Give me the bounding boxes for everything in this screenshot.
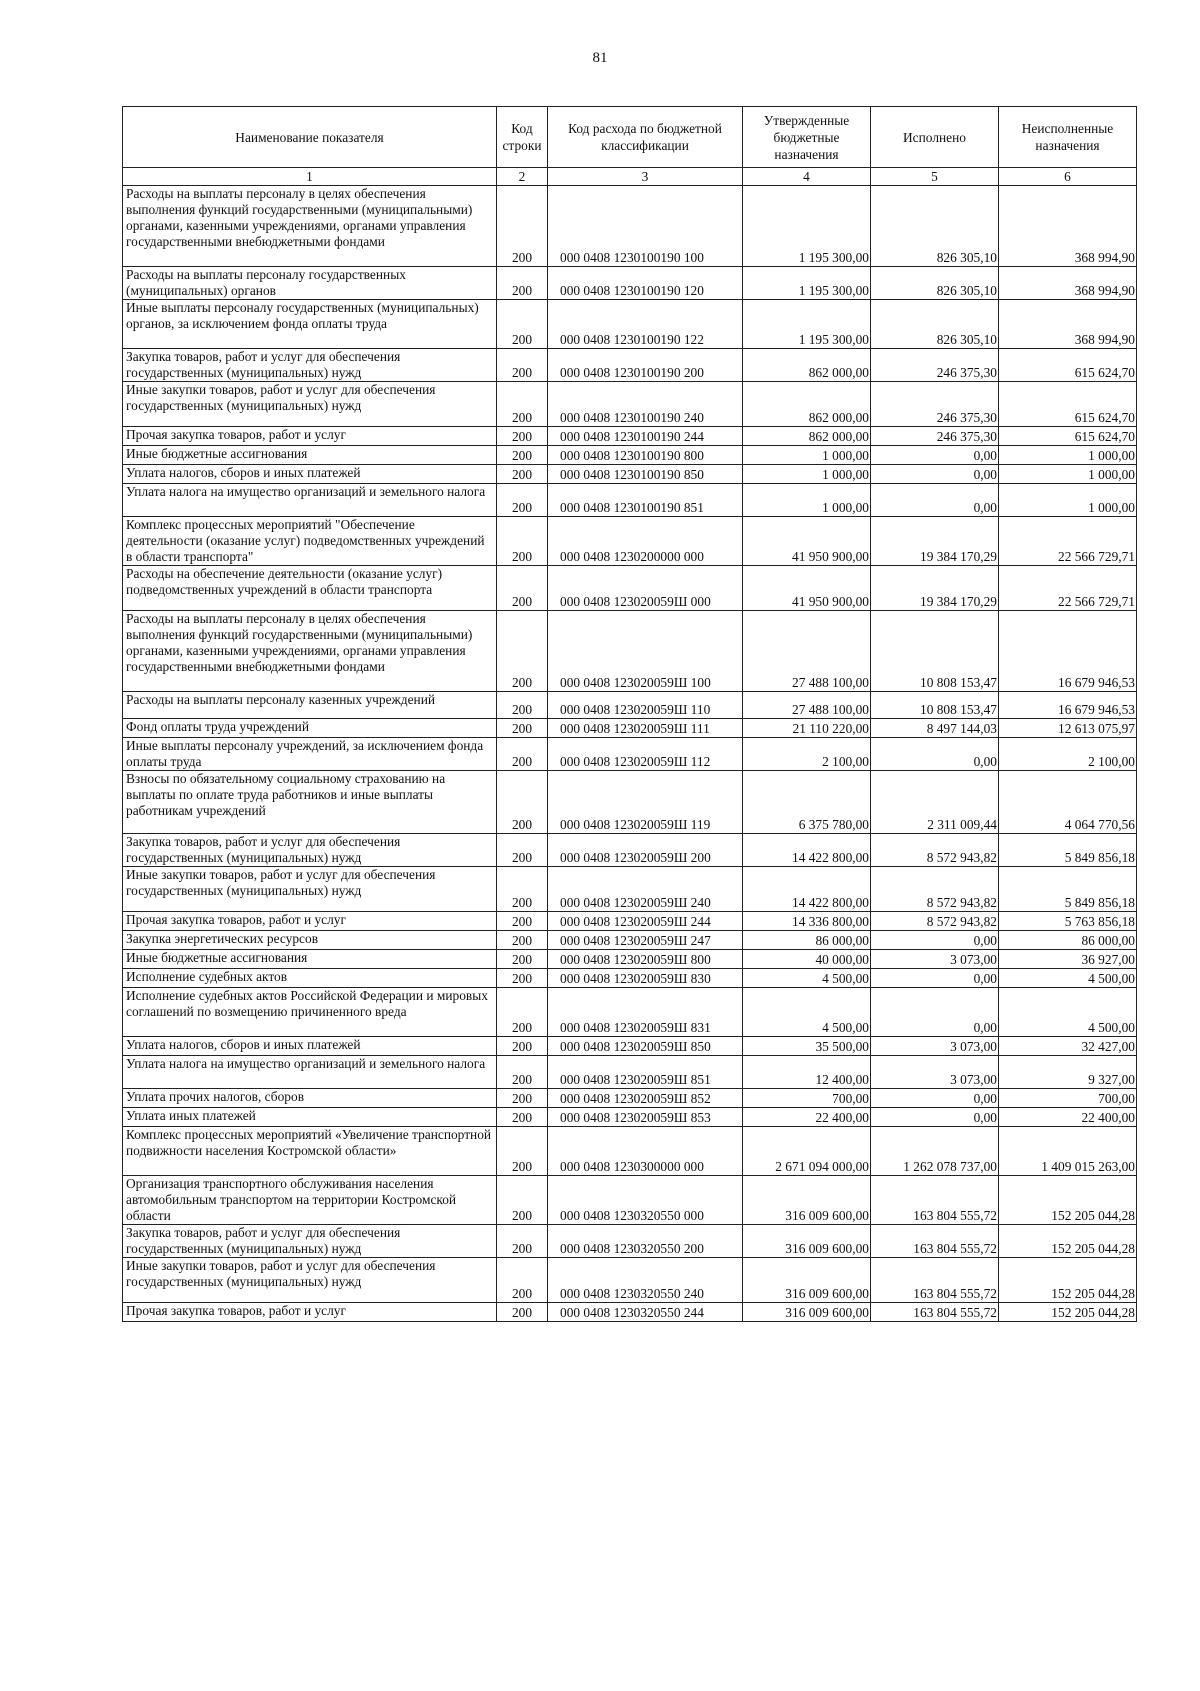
row-unexecuted: 22 566 729,71 bbox=[999, 566, 1137, 611]
row-budget-code: 000 0408 123020059Ш 110 bbox=[548, 692, 743, 719]
row-name: Фонд оплаты труда учреждений bbox=[123, 719, 497, 738]
row-unexecuted: 36 927,00 bbox=[999, 950, 1137, 969]
table-row bbox=[123, 465, 1137, 484]
row-unexecuted: 9 327,00 bbox=[999, 1056, 1137, 1089]
row-executed: 826 305,10 bbox=[871, 300, 999, 349]
header-executed: Исполнено bbox=[871, 107, 999, 168]
table-row bbox=[123, 719, 1137, 738]
row-name: Исполнение судебных актов Российской Федерации и мировых соглашений по возмещению причиненного вреда bbox=[123, 988, 497, 1037]
table-row bbox=[123, 446, 1137, 465]
column-number: 5 bbox=[871, 168, 999, 186]
table-row bbox=[123, 1176, 1137, 1225]
row-executed: 8 572 943,82 bbox=[871, 834, 999, 867]
row-line-code: 200 bbox=[497, 1127, 548, 1176]
row-approved: 35 500,00 bbox=[743, 1037, 871, 1056]
row-budget-code: 000 0408 123020059Ш 240 bbox=[548, 867, 743, 912]
row-executed: 0,00 bbox=[871, 465, 999, 484]
row-line-code: 200 bbox=[497, 611, 548, 692]
row-name: Закупка энергетических ресурсов bbox=[123, 931, 497, 950]
row-unexecuted: 1 409 015 263,00 bbox=[999, 1127, 1137, 1176]
table-row bbox=[123, 1225, 1137, 1258]
row-line-code: 200 bbox=[497, 1176, 548, 1225]
row-approved: 12 400,00 bbox=[743, 1056, 871, 1089]
row-executed: 10 808 153,47 bbox=[871, 611, 999, 692]
row-budget-code: 000 0408 1230200000 000 bbox=[548, 517, 743, 566]
row-line-code: 200 bbox=[497, 465, 548, 484]
header-approved: Утвержденные бюджетные назначения bbox=[743, 107, 871, 168]
row-approved: 14 336 800,00 bbox=[743, 912, 871, 931]
table-row bbox=[123, 931, 1137, 950]
row-unexecuted: 12 613 075,97 bbox=[999, 719, 1137, 738]
row-approved: 22 400,00 bbox=[743, 1108, 871, 1127]
row-unexecuted: 152 205 044,28 bbox=[999, 1176, 1137, 1225]
row-name: Уплата налога на имущество организаций и земельного налога bbox=[123, 1056, 497, 1089]
row-name: Расходы на выплаты персоналу казенных учреждений bbox=[123, 692, 497, 719]
row-line-code: 200 bbox=[497, 931, 548, 950]
row-executed: 0,00 bbox=[871, 446, 999, 465]
row-budget-code: 000 0408 1230100190 850 bbox=[548, 465, 743, 484]
row-budget-code: 000 0408 123020059Ш 112 bbox=[548, 738, 743, 771]
row-line-code: 200 bbox=[497, 1108, 548, 1127]
row-approved: 2 671 094 000,00 bbox=[743, 1127, 871, 1176]
row-executed: 826 305,10 bbox=[871, 267, 999, 300]
table-row bbox=[123, 1258, 1137, 1303]
row-name: Исполнение судебных актов bbox=[123, 969, 497, 988]
row-approved: 14 422 800,00 bbox=[743, 867, 871, 912]
row-line-code: 200 bbox=[497, 950, 548, 969]
row-budget-code: 000 0408 1230300000 000 bbox=[548, 1127, 743, 1176]
row-line-code: 200 bbox=[497, 186, 548, 267]
row-unexecuted: 2 100,00 bbox=[999, 738, 1137, 771]
row-budget-code: 000 0408 123020059Ш 850 bbox=[548, 1037, 743, 1056]
row-executed: 826 305,10 bbox=[871, 186, 999, 267]
row-unexecuted: 4 500,00 bbox=[999, 988, 1137, 1037]
row-line-code: 200 bbox=[497, 912, 548, 931]
column-number: 3 bbox=[548, 168, 743, 186]
row-budget-code: 000 0408 1230100190 240 bbox=[548, 382, 743, 427]
row-unexecuted: 368 994,90 bbox=[999, 186, 1137, 267]
row-line-code: 200 bbox=[497, 1303, 548, 1322]
table-header-row bbox=[123, 107, 1137, 168]
row-line-code: 200 bbox=[497, 1258, 548, 1303]
table-row bbox=[123, 1303, 1137, 1322]
row-budget-code: 000 0408 1230100190 100 bbox=[548, 186, 743, 267]
row-line-code: 200 bbox=[497, 692, 548, 719]
row-name: Взносы по обязательному социальному страхованию на выплаты по оплате труда работников и иные выплаты работникам учреждений bbox=[123, 771, 497, 834]
row-budget-code: 000 0408 1230100190 200 bbox=[548, 349, 743, 382]
row-line-code: 200 bbox=[497, 771, 548, 834]
table-row bbox=[123, 692, 1137, 719]
row-budget-code: 000 0408 123020059Ш 852 bbox=[548, 1089, 743, 1108]
table-row bbox=[123, 349, 1137, 382]
row-unexecuted: 5 849 856,18 bbox=[999, 867, 1137, 912]
row-approved: 2 100,00 bbox=[743, 738, 871, 771]
row-line-code: 200 bbox=[497, 834, 548, 867]
row-executed: 0,00 bbox=[871, 1089, 999, 1108]
row-budget-code: 000 0408 1230320550 000 bbox=[548, 1176, 743, 1225]
row-line-code: 200 bbox=[497, 300, 548, 349]
row-line-code: 200 bbox=[497, 738, 548, 771]
row-name: Иные закупки товаров, работ и услуг для обеспечения государственных (муниципальных) нужд bbox=[123, 867, 497, 912]
row-unexecuted: 4 500,00 bbox=[999, 969, 1137, 988]
row-unexecuted: 152 205 044,28 bbox=[999, 1303, 1137, 1322]
row-name: Уплата налога на имущество организаций и земельного налога bbox=[123, 484, 497, 517]
row-name: Иные бюджетные ассигнования bbox=[123, 950, 497, 969]
row-name: Расходы на обеспечение деятельности (оказание услуг) подведомственных учреждений в области транспорта bbox=[123, 566, 497, 611]
row-budget-code: 000 0408 123020059Ш 853 bbox=[548, 1108, 743, 1127]
row-budget-code: 000 0408 1230100190 800 bbox=[548, 446, 743, 465]
row-name: Иные закупки товаров, работ и услуг для обеспечения государственных (муниципальных) нужд bbox=[123, 1258, 497, 1303]
row-approved: 316 009 600,00 bbox=[743, 1258, 871, 1303]
row-line-code: 200 bbox=[497, 382, 548, 427]
row-executed: 19 384 170,29 bbox=[871, 566, 999, 611]
row-name: Организация транспортного обслуживания населения автомобильным транспортом на территории Костромской области bbox=[123, 1176, 497, 1225]
row-budget-code: 000 0408 1230100190 120 bbox=[548, 267, 743, 300]
header-line-code: Код строки bbox=[497, 107, 548, 168]
table-row bbox=[123, 427, 1137, 446]
table-row bbox=[123, 950, 1137, 969]
row-name: Уплата прочих налогов, сборов bbox=[123, 1089, 497, 1108]
table-body bbox=[123, 186, 1137, 1322]
row-budget-code: 000 0408 1230100190 851 bbox=[548, 484, 743, 517]
row-unexecuted: 368 994,90 bbox=[999, 267, 1137, 300]
row-approved: 1 195 300,00 bbox=[743, 186, 871, 267]
row-budget-code: 000 0408 123020059Ш 244 bbox=[548, 912, 743, 931]
row-executed: 0,00 bbox=[871, 988, 999, 1037]
row-name: Иные закупки товаров, работ и услуг для обеспечения государственных (муниципальных) нужд bbox=[123, 382, 497, 427]
row-executed: 0,00 bbox=[871, 484, 999, 517]
table-row bbox=[123, 912, 1137, 931]
header-budget-code: Код расхода по бюджетной классификации bbox=[548, 107, 743, 168]
row-executed: 163 804 555,72 bbox=[871, 1225, 999, 1258]
row-approved: 27 488 100,00 bbox=[743, 692, 871, 719]
row-budget-code: 000 0408 1230100190 244 bbox=[548, 427, 743, 446]
row-unexecuted: 4 064 770,56 bbox=[999, 771, 1137, 834]
row-name: Уплата иных платежей bbox=[123, 1108, 497, 1127]
table-row bbox=[123, 1037, 1137, 1056]
row-executed: 3 073,00 bbox=[871, 1056, 999, 1089]
row-executed: 19 384 170,29 bbox=[871, 517, 999, 566]
row-unexecuted: 32 427,00 bbox=[999, 1037, 1137, 1056]
row-approved: 316 009 600,00 bbox=[743, 1176, 871, 1225]
column-number: 2 bbox=[497, 168, 548, 186]
row-line-code: 200 bbox=[497, 349, 548, 382]
row-budget-code: 000 0408 123020059Ш 247 bbox=[548, 931, 743, 950]
row-budget-code: 000 0408 123020059Ш 000 bbox=[548, 566, 743, 611]
row-executed: 246 375,30 bbox=[871, 427, 999, 446]
row-executed: 3 073,00 bbox=[871, 1037, 999, 1056]
row-approved: 862 000,00 bbox=[743, 349, 871, 382]
row-executed: 0,00 bbox=[871, 738, 999, 771]
row-approved: 4 500,00 bbox=[743, 988, 871, 1037]
row-name: Иные бюджетные ассигнования bbox=[123, 446, 497, 465]
row-line-code: 200 bbox=[497, 427, 548, 446]
row-line-code: 200 bbox=[497, 1089, 548, 1108]
row-line-code: 200 bbox=[497, 867, 548, 912]
row-executed: 0,00 bbox=[871, 1108, 999, 1127]
column-number: 6 bbox=[999, 168, 1137, 186]
table-row bbox=[123, 300, 1137, 349]
row-line-code: 200 bbox=[497, 988, 548, 1037]
row-budget-code: 000 0408 1230320550 240 bbox=[548, 1258, 743, 1303]
row-unexecuted: 22 400,00 bbox=[999, 1108, 1137, 1127]
row-approved: 1 195 300,00 bbox=[743, 300, 871, 349]
table-row bbox=[123, 738, 1137, 771]
row-budget-code: 000 0408 1230320550 200 bbox=[548, 1225, 743, 1258]
row-approved: 316 009 600,00 bbox=[743, 1225, 871, 1258]
row-name: Прочая закупка товаров, работ и услуг bbox=[123, 1303, 497, 1322]
row-unexecuted: 615 624,70 bbox=[999, 349, 1137, 382]
row-line-code: 200 bbox=[497, 517, 548, 566]
row-name: Иные выплаты персоналу государственных (муниципальных) органов, за исключением фонда оплаты труда bbox=[123, 300, 497, 349]
row-name: Расходы на выплаты персоналу в целях обеспечения выполнения функций государственными (муниципальными) органами, казенными учреждениями, органами управления государственными внебюджетными фондами bbox=[123, 611, 497, 692]
row-executed: 8 497 144,03 bbox=[871, 719, 999, 738]
row-line-code: 200 bbox=[497, 267, 548, 300]
row-approved: 1 000,00 bbox=[743, 465, 871, 484]
table-row bbox=[123, 267, 1137, 300]
table-row bbox=[123, 186, 1137, 267]
row-unexecuted: 16 679 946,53 bbox=[999, 692, 1137, 719]
row-approved: 14 422 800,00 bbox=[743, 834, 871, 867]
row-budget-code: 000 0408 123020059Ш 851 bbox=[548, 1056, 743, 1089]
table-row bbox=[123, 566, 1137, 611]
row-budget-code: 000 0408 123020059Ш 100 bbox=[548, 611, 743, 692]
table-row bbox=[123, 771, 1137, 834]
row-name: Прочая закупка товаров, работ и услуг bbox=[123, 912, 497, 931]
row-approved: 1 000,00 bbox=[743, 484, 871, 517]
budget-execution-table bbox=[122, 106, 1137, 1322]
row-name: Закупка товаров, работ и услуг для обеспечения государственных (муниципальных) нужд bbox=[123, 1225, 497, 1258]
table-row bbox=[123, 484, 1137, 517]
row-unexecuted: 1 000,00 bbox=[999, 446, 1137, 465]
row-unexecuted: 615 624,70 bbox=[999, 382, 1137, 427]
row-approved: 21 110 220,00 bbox=[743, 719, 871, 738]
row-budget-code: 000 0408 123020059Ш 119 bbox=[548, 771, 743, 834]
row-approved: 27 488 100,00 bbox=[743, 611, 871, 692]
row-name: Закупка товаров, работ и услуг для обеспечения государственных (муниципальных) нужд bbox=[123, 349, 497, 382]
column-number: 4 bbox=[743, 168, 871, 186]
row-unexecuted: 16 679 946,53 bbox=[999, 611, 1137, 692]
row-approved: 41 950 900,00 bbox=[743, 566, 871, 611]
row-executed: 3 073,00 bbox=[871, 950, 999, 969]
table-row bbox=[123, 517, 1137, 566]
row-approved: 316 009 600,00 bbox=[743, 1303, 871, 1322]
row-approved: 862 000,00 bbox=[743, 427, 871, 446]
row-line-code: 200 bbox=[497, 1225, 548, 1258]
table-row bbox=[123, 1089, 1137, 1108]
row-name: Расходы на выплаты персоналу государственных (муниципальных) органов bbox=[123, 267, 497, 300]
header-name: Наименование показателя bbox=[123, 107, 497, 168]
row-executed: 8 572 943,82 bbox=[871, 912, 999, 931]
row-line-code: 200 bbox=[497, 484, 548, 517]
row-executed: 0,00 bbox=[871, 931, 999, 950]
row-approved: 86 000,00 bbox=[743, 931, 871, 950]
row-line-code: 200 bbox=[497, 566, 548, 611]
table-row bbox=[123, 988, 1137, 1037]
row-approved: 41 950 900,00 bbox=[743, 517, 871, 566]
row-executed: 163 804 555,72 bbox=[871, 1258, 999, 1303]
row-name: Комплекс процессных мероприятий «Увеличение транспортной подвижности населения Костромской области» bbox=[123, 1127, 497, 1176]
row-line-code: 200 bbox=[497, 1056, 548, 1089]
table-row bbox=[123, 1108, 1137, 1127]
row-executed: 1 262 078 737,00 bbox=[871, 1127, 999, 1176]
row-approved: 1 000,00 bbox=[743, 446, 871, 465]
row-name: Закупка товаров, работ и услуг для обеспечения государственных (муниципальных) нужд bbox=[123, 834, 497, 867]
table-row bbox=[123, 834, 1137, 867]
row-line-code: 200 bbox=[497, 1037, 548, 1056]
row-budget-code: 000 0408 1230100190 122 bbox=[548, 300, 743, 349]
row-budget-code: 000 0408 123020059Ш 800 bbox=[548, 950, 743, 969]
row-budget-code: 000 0408 123020059Ш 831 bbox=[548, 988, 743, 1037]
row-unexecuted: 22 566 729,71 bbox=[999, 517, 1137, 566]
table-row bbox=[123, 611, 1137, 692]
table-row bbox=[123, 969, 1137, 988]
row-name: Иные выплаты персоналу учреждений, за исключением фонда оплаты труда bbox=[123, 738, 497, 771]
row-executed: 0,00 bbox=[871, 969, 999, 988]
row-budget-code: 000 0408 123020059Ш 111 bbox=[548, 719, 743, 738]
row-budget-code: 000 0408 123020059Ш 830 bbox=[548, 969, 743, 988]
table-row bbox=[123, 382, 1137, 427]
row-unexecuted: 368 994,90 bbox=[999, 300, 1137, 349]
row-executed: 246 375,30 bbox=[871, 349, 999, 382]
row-name: Прочая закупка товаров, работ и услуг bbox=[123, 427, 497, 446]
row-approved: 862 000,00 bbox=[743, 382, 871, 427]
row-approved: 4 500,00 bbox=[743, 969, 871, 988]
row-unexecuted: 1 000,00 bbox=[999, 465, 1137, 484]
row-unexecuted: 152 205 044,28 bbox=[999, 1225, 1137, 1258]
row-line-code: 200 bbox=[497, 446, 548, 465]
column-number-row bbox=[123, 168, 1137, 186]
row-line-code: 200 bbox=[497, 719, 548, 738]
row-line-code: 200 bbox=[497, 969, 548, 988]
row-approved: 6 375 780,00 bbox=[743, 771, 871, 834]
page-number: 81 bbox=[592, 50, 608, 66]
row-executed: 2 311 009,44 bbox=[871, 771, 999, 834]
row-unexecuted: 5 849 856,18 bbox=[999, 834, 1137, 867]
row-unexecuted: 86 000,00 bbox=[999, 931, 1137, 950]
table-row bbox=[123, 1056, 1137, 1089]
row-unexecuted: 5 763 856,18 bbox=[999, 912, 1137, 931]
row-approved: 40 000,00 bbox=[743, 950, 871, 969]
row-unexecuted: 152 205 044,28 bbox=[999, 1258, 1137, 1303]
row-unexecuted: 1 000,00 bbox=[999, 484, 1137, 517]
row-budget-code: 000 0408 123020059Ш 200 bbox=[548, 834, 743, 867]
row-executed: 10 808 153,47 bbox=[871, 692, 999, 719]
row-executed: 246 375,30 bbox=[871, 382, 999, 427]
row-name: Уплата налогов, сборов и иных платежей bbox=[123, 465, 497, 484]
table-row bbox=[123, 1127, 1137, 1176]
row-name: Уплата налогов, сборов и иных платежей bbox=[123, 1037, 497, 1056]
row-executed: 163 804 555,72 bbox=[871, 1303, 999, 1322]
row-budget-code: 000 0408 1230320550 244 bbox=[548, 1303, 743, 1322]
column-number: 1 bbox=[123, 168, 497, 186]
row-approved: 700,00 bbox=[743, 1089, 871, 1108]
row-name: Комплекс процессных мероприятий "Обеспечение деятельности (оказание услуг) подведомственных учреждений в области транспорта" bbox=[123, 517, 497, 566]
row-name: Расходы на выплаты персоналу в целях обеспечения выполнения функций государственными (муниципальными) органами, казенными учреждениями, органами управления государственными внебюджетными фондами bbox=[123, 186, 497, 267]
row-executed: 8 572 943,82 bbox=[871, 867, 999, 912]
table-row bbox=[123, 867, 1137, 912]
row-approved: 1 195 300,00 bbox=[743, 267, 871, 300]
row-executed: 163 804 555,72 bbox=[871, 1176, 999, 1225]
row-unexecuted: 700,00 bbox=[999, 1089, 1137, 1108]
row-unexecuted: 615 624,70 bbox=[999, 427, 1137, 446]
header-unexecuted: Неисполненные назначения bbox=[999, 107, 1137, 168]
